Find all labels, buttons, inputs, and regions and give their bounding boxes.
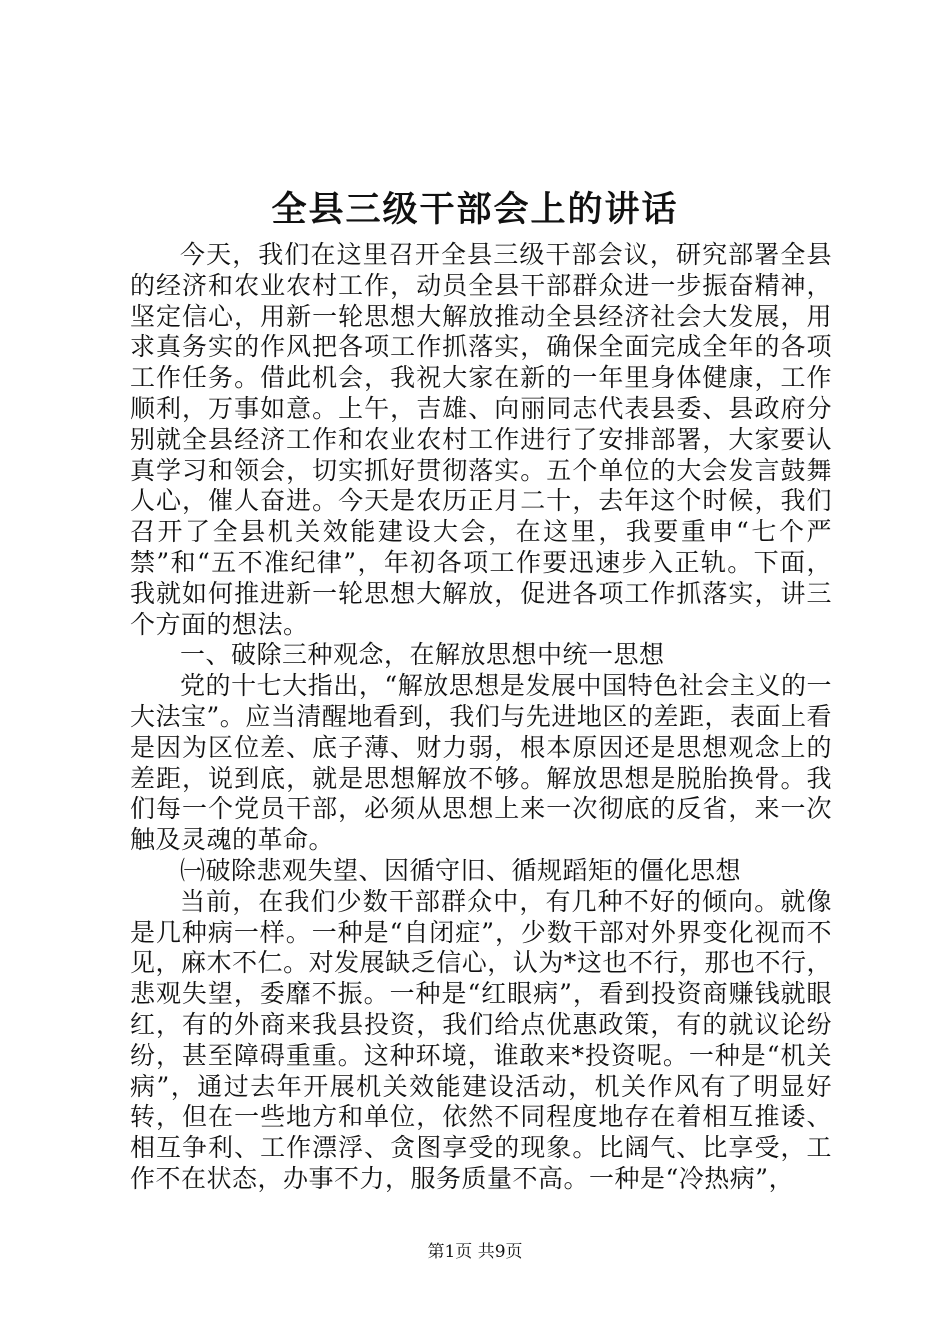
- document-body: [130, 240, 832, 1195]
- paragraph-subsection-1: 当前，在我们少数干部群众中，有几种不好的倾向。就像是几种病一样。一种是“自闭症”，少数干部对外界变化视而不见，麻木不仁。对发展缺乏信心，认为*这也不行，那也不行，悲观失望，委靡不振。一种是“红眼病”，看到投资商赚钱就眼红，有的外商来我县投资，我们给点优惠政策，有的就议论纷纷，甚至障碍重重。这种环境，谁敢来*投资呢。一种是“机关病”，通过去年开展机关效能建设活动，机关作风有了明显好转，但在一些地方和单位，依然不同程度地存在着相互推诿、相互争利、工作漂浮、贪图享受的现象。比阔气、比享受，工作不在状态，办事不力，服务质量不高。一种是“冷热病”，: [130, 886, 832, 1193]
- page-number-footer: 第1页 共9页: [427, 1242, 523, 1262]
- subsection-heading-1: ㈠破除悲观失望、因循守旧、循规蹈矩的僵化思想: [180, 855, 742, 885]
- paragraph-section-1: 党的十七大指出，“解放思想是发展中国特色社会主义的一大法宝”。应当清醒地看到，我们与先进地区的差距，表面上看是因为区位差、底子薄、财力弱，根本原因还是思想观念上的差距，说到底，就是思想解放不够。解放思想是脱胎换骨。我们每一个党员干部，必须从思想上来一次彻底的反省，来一次触及灵魂的革命。: [130, 671, 832, 855]
- section-heading-1: 一、破除三种观念，在解放思想中统一思想: [180, 640, 665, 670]
- document-title: 全县三级干部会上的讲话: [271, 189, 679, 230]
- paragraph-intro: 今天，我们在这里召开全县三级干部会议，研究部署全县的经济和农业农村工作，动员全县干部群众进一步振奋精神，坚定信心，用新一轮思想大解放推动全县经济社会大发展，用求真务实的作风把各项工作抓落实，确保全面完成全年的各项工作任务。借此机会，我祝大家在新的一年里身体健康，工作顺利，万事如意。上午，吉雄、向丽同志代表县委、县政府分别就全县经济工作和农业农村工作进行了安排部署，大家要认真学习和领会，切实抓好贯彻落实。五个单位的大会发言鼓舞人心，催人奋进。今天是农历正月二十，去年这个时候，我们召开了全县机关效能建设大会，在这里，我要重申“七个严禁”和“五不准纪律”，年初各项工作要迅速步入正轨。下面，我就如何推进新一轮思想大解放，促进各项工作抓落实，讲三个方面的想法。: [130, 240, 832, 639]
